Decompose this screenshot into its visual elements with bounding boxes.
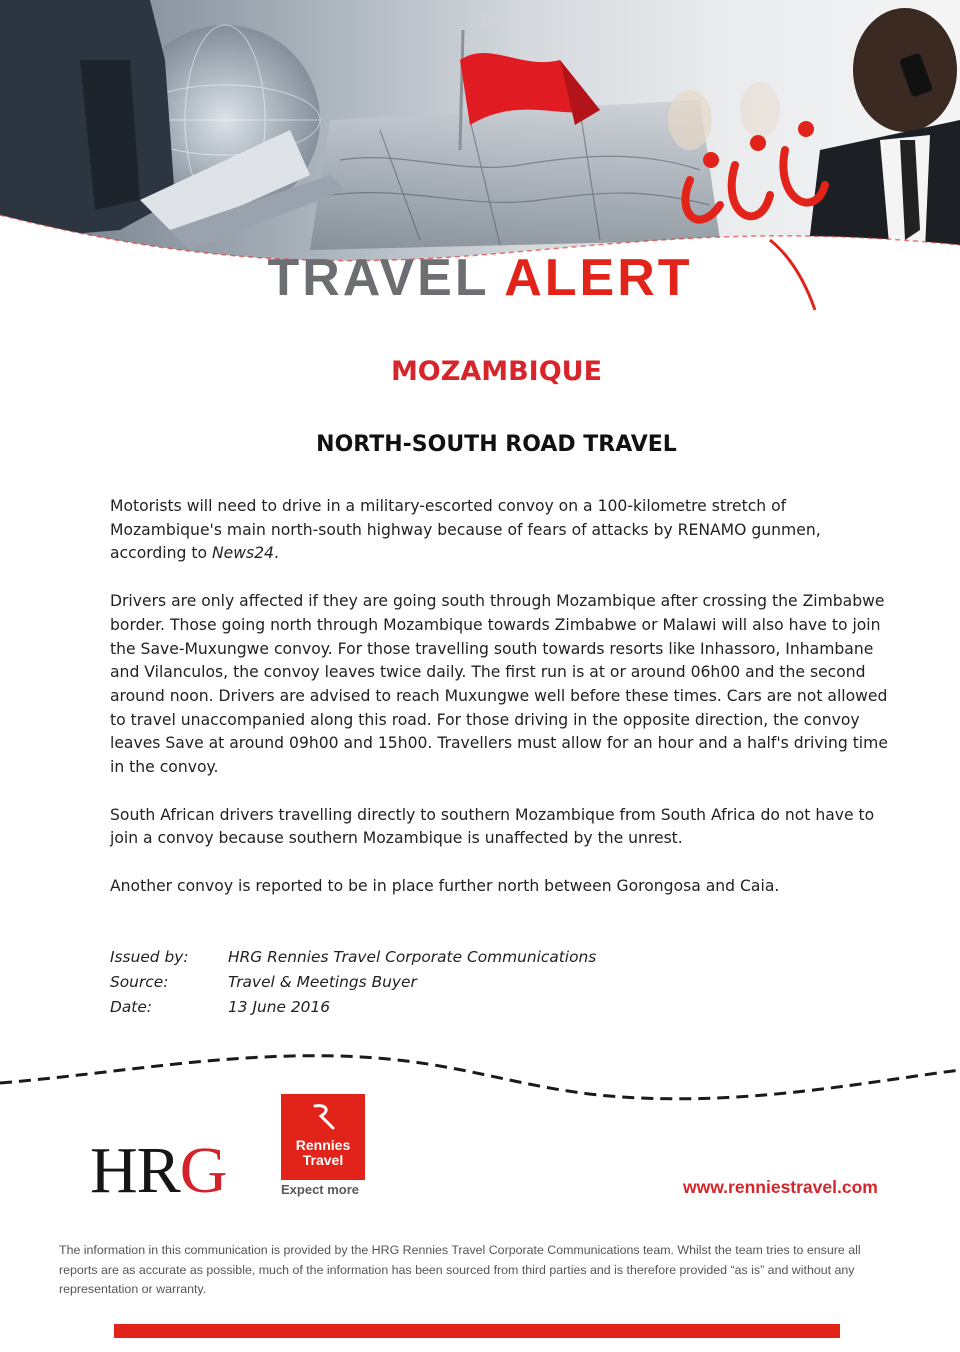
hrg-logo [90,1136,226,1206]
country-heading: MOZAMBIQUE [390,356,603,387]
disclaimer-text: The information in this communication is provided by the HRG Rennies Travel Corporate Communications team. Whilst the team tries to ensure all reports are as accurate as possible, much of the information has been sourced from third parties and is therefore provided “as is” and without any representation or warranty. [59,1243,861,1296]
hrg-logo-r: R [136,1134,180,1207]
issued-by-value: HRG Rennies Travel Corporate Communications [228,948,597,966]
website-link[interactable]: www.renniestravel.com [683,1177,878,1197]
rennies-logo-line2: Travel [302,1152,344,1168]
paragraph-1-text: Motorists will need to drive in a military-escorted convoy on a 100-kilometre stretch of Mozambique's main north-south highway because of fears of attacks by RENAMO gunmen, according to [110,497,821,563]
body-paragraph-3: South African drivers travelling directly to southern Mozambique from South Africa do not have to join a convoy because southern Mozambique is unaffected by the unrest. [110,805,875,848]
body-paragraph-2: Drivers are only affected if they are going south through Mozambique after crossing the Zimbabwe border. Those going north through Mozambique towards Zimbabwe or Malawi will also have to join the Save-Muxungwe convoy. For those travelling south towards resorts like Inhassoro, Inhambane and Vilanculos, the convoy leaves twice daily. The first run is at or around 06h00 and the second around noon. Drivers are advised to reach Muxungwe well before these times. Cars are not allowed to travel unaccompanied along this road. For those driving in the opposite direction, the convoy leaves Save at around 09h00 and 15h00. Travellers must allow for an hour and a half's driving time in the convoy. [110,592,888,777]
date-label: Date: [110,998,152,1016]
rennies-travel-logo [281,1094,365,1180]
issued-by-label: Issued by: [110,948,189,966]
paragraph-1-end: . [273,544,279,563]
rennies-logo-line1: Rennies [295,1137,351,1153]
alert-body [110,495,900,923]
rennies-swoosh-icon [311,1102,337,1132]
news-source: News24 [211,544,274,563]
body-paragraph-1 [110,495,900,566]
date-row [110,998,710,1023]
date-value: 13 June 2016 [228,998,331,1016]
source-row [110,973,710,998]
issued-by-row [110,948,710,973]
issue-details [110,948,710,1023]
subject-heading: NORTH-SOUTH ROAD TRAVEL [316,432,677,457]
rennies-tagline: Expect more [281,1182,360,1197]
dashed-wave-divider [0,1048,960,1108]
travel-alert-title [0,246,960,310]
hrg-logo-g: G [179,1134,227,1207]
body-paragraph-4: Another convoy is reported to be in place further north between Gorongosa and Caia. [110,877,780,896]
travel-alert-title-word2: ALERT [504,249,693,307]
source-label: Source: [110,973,169,991]
footer-red-bar [114,1324,840,1338]
travel-alert-title-word1: TRAVEL [267,249,489,307]
hrg-logo-h: H [90,1134,137,1207]
source-value: Travel & Meetings Buyer [228,973,417,991]
